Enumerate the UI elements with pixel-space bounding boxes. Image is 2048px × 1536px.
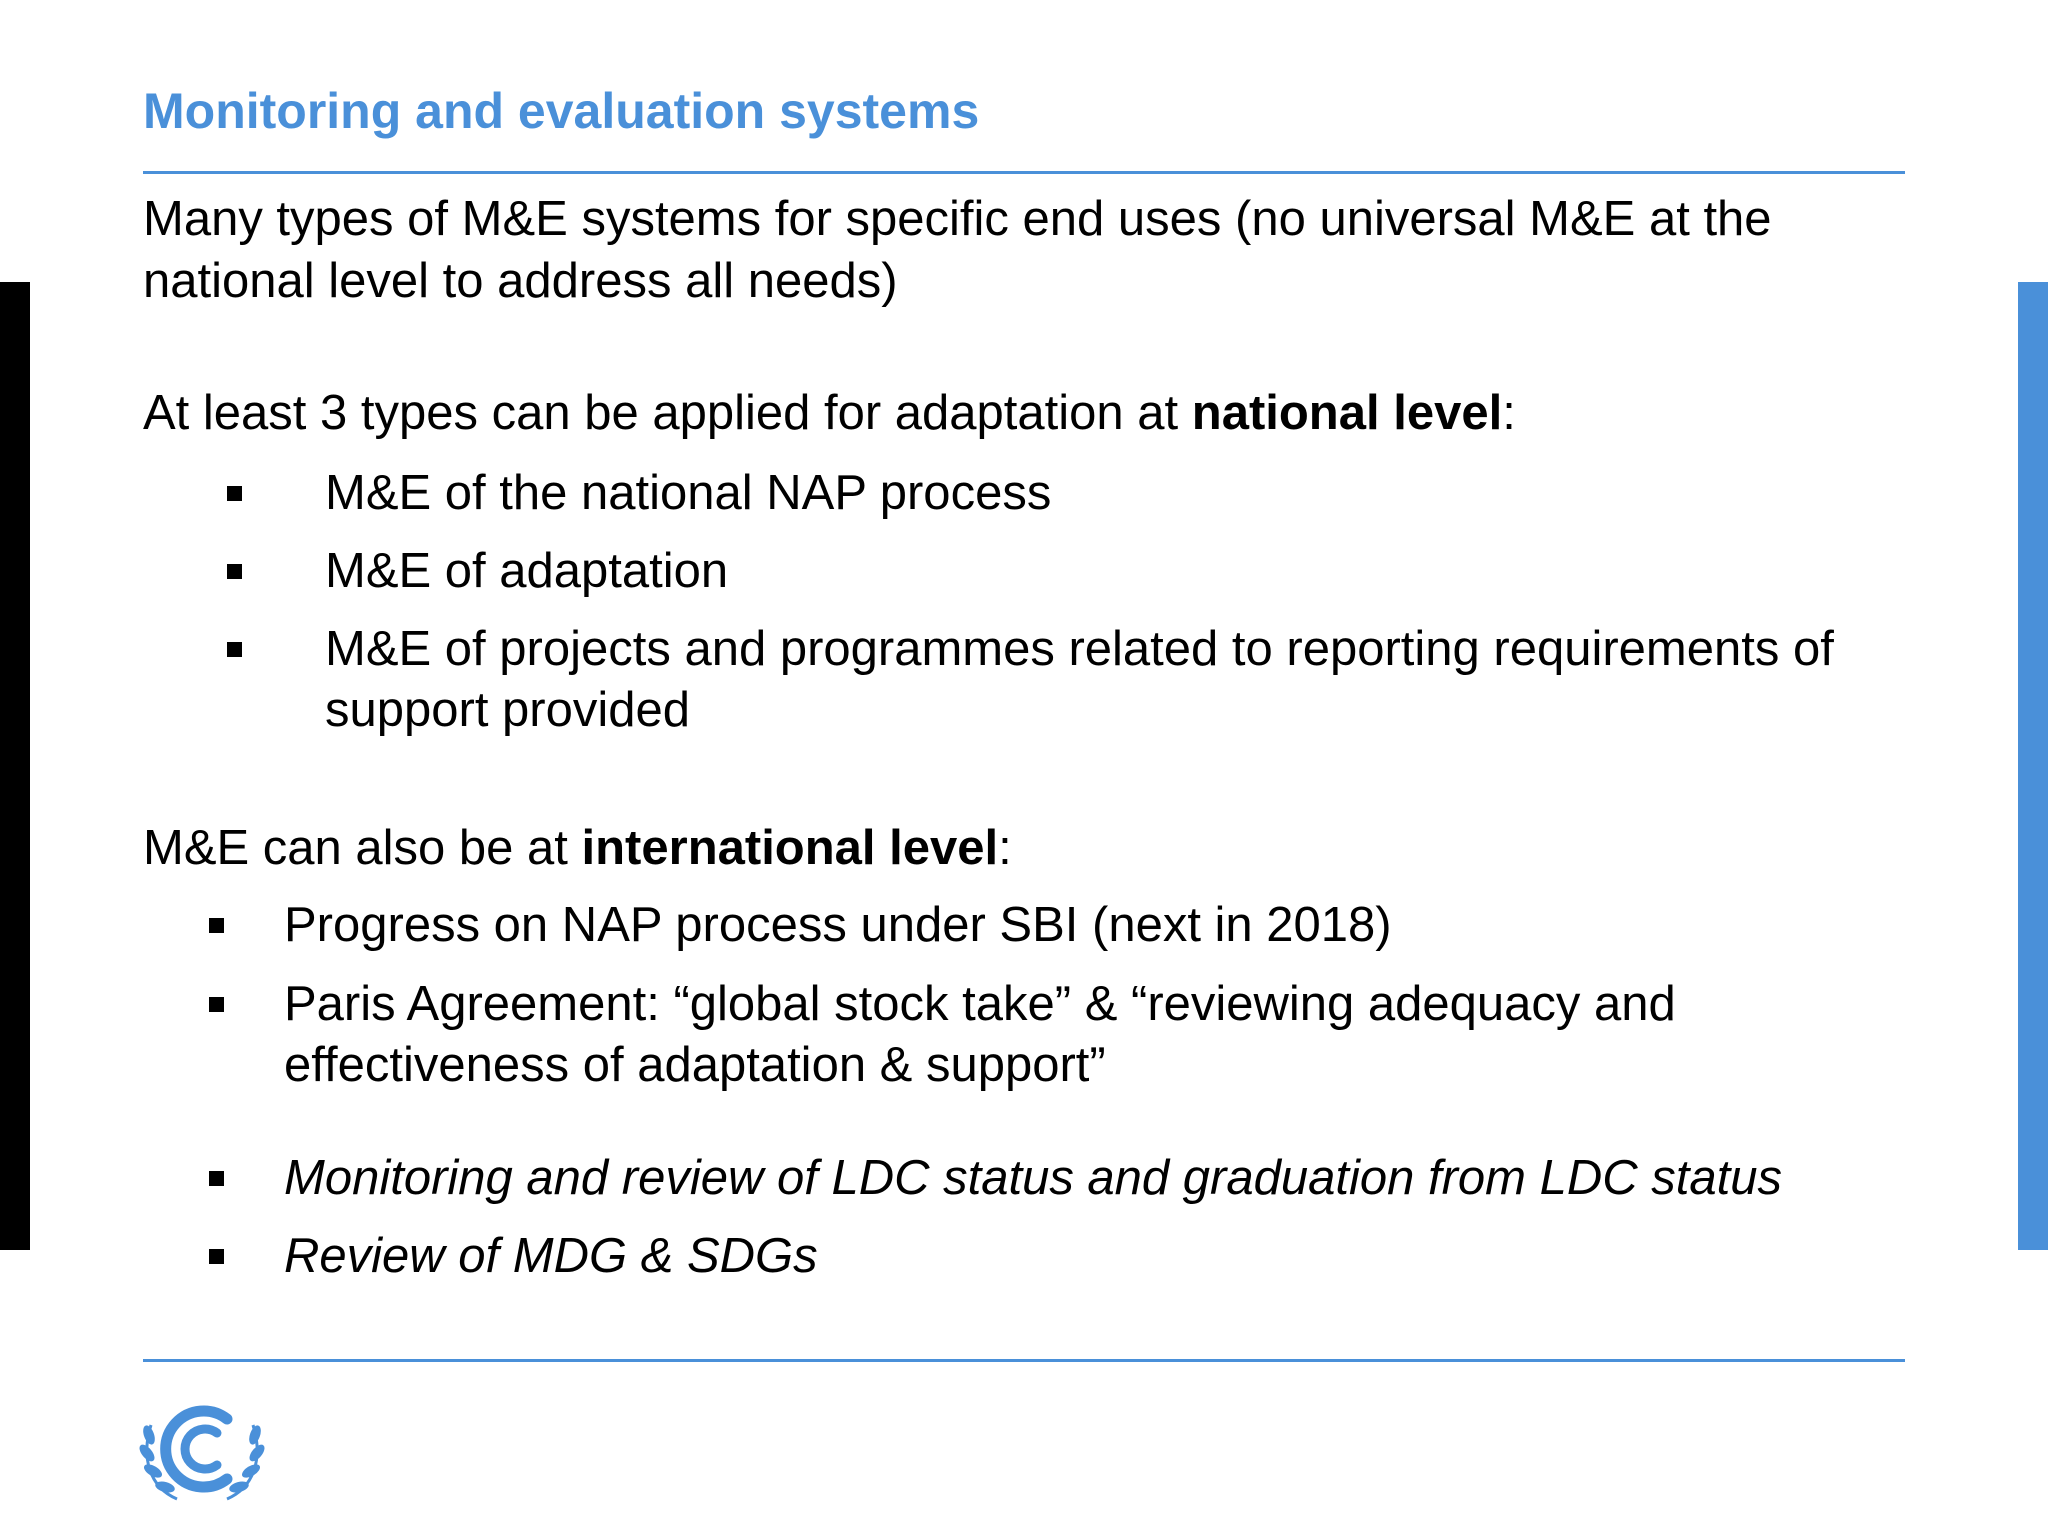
square-bullet-icon — [209, 1171, 224, 1186]
unfccc-emblem-icon — [137, 1395, 267, 1507]
square-bullet-icon — [209, 997, 224, 1012]
footer-divider — [143, 1359, 1905, 1362]
square-bullet-icon — [227, 642, 242, 657]
list-item-label: M&E of adaptation — [325, 544, 729, 598]
right-edge-bar — [2018, 282, 2048, 1250]
intro-line-1: Many types of M&E systems for specific end uses (no universal M&E at the — [143, 192, 1772, 246]
intro-line-2: national level to address all needs) — [143, 254, 898, 308]
list-item-label: support provided — [325, 683, 691, 737]
list-item-label: Paris Agreement: “global stock take” & “reviewing adequacy and — [284, 977, 1676, 1031]
national-heading-bold: national level — [1191, 386, 1503, 440]
square-bullet-icon — [227, 486, 242, 501]
list-item-label: Monitoring and review of LDC status and graduation from LDC status — [284, 1151, 1782, 1205]
list-item-label: M&E of the national NAP process — [325, 466, 1052, 520]
list-item-label: Progress on NAP process under SBI (next in 2018) — [284, 898, 1392, 952]
list-item-label: M&E of projects and programmes related to reporting requirements of — [325, 622, 1834, 676]
national-heading-text: At least 3 types can be applied for adaptation at — [143, 386, 1192, 440]
international-heading-colon: : — [998, 821, 1012, 875]
left-edge-bar — [0, 282, 30, 1250]
international-heading-bold: international level — [581, 821, 999, 875]
international-level-heading — [143, 817, 1012, 879]
intro-paragraph — [143, 188, 1772, 312]
national-level-heading — [143, 382, 1516, 444]
international-heading-text: M&E can also be at — [143, 821, 582, 875]
title-divider — [143, 171, 1905, 174]
square-bullet-icon — [227, 564, 242, 579]
square-bullet-icon — [209, 918, 224, 933]
square-bullet-icon — [209, 1249, 224, 1264]
list-item-label: Review of MDG & SDGs — [284, 1229, 818, 1283]
national-heading-colon: : — [1502, 386, 1516, 440]
list-item-label: effectiveness of adaptation & support” — [284, 1038, 1106, 1092]
slide-title: Monitoring and evaluation systems — [143, 83, 980, 139]
